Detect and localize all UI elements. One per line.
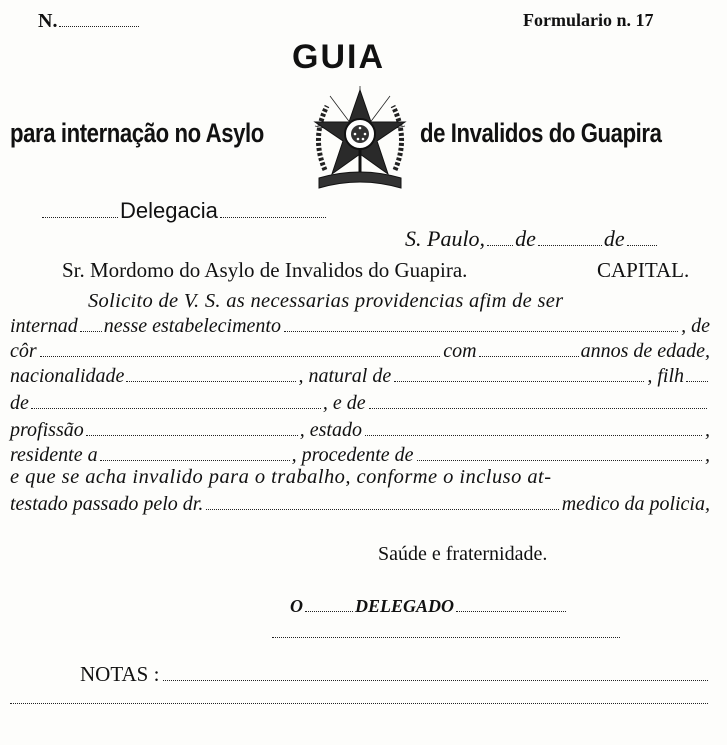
de-text: , de	[681, 315, 710, 337]
date-year-field[interactable]	[627, 244, 657, 246]
estado-field[interactable]	[365, 434, 702, 436]
estabelecimento-text: nesse estabelecimento	[103, 315, 281, 337]
doctor-field[interactable]	[206, 508, 558, 510]
internad-text: internad	[10, 315, 78, 337]
delegacia-field-left[interactable]	[42, 216, 118, 218]
procedente-field[interactable]	[417, 459, 702, 461]
body-line-2	[10, 315, 710, 338]
notes-field-2[interactable]	[10, 702, 708, 704]
delegacia-label: Delegacia	[120, 198, 218, 223]
notes-field[interactable]	[163, 679, 708, 681]
e-de-text: , e de	[322, 392, 366, 414]
internad-suffix-field[interactable]	[80, 330, 102, 332]
date-month-field[interactable]	[538, 244, 602, 246]
signature-field-right[interactable]	[456, 610, 566, 612]
coat-of-arms-icon	[305, 78, 415, 198]
number-field[interactable]	[59, 25, 139, 27]
body-line-3	[10, 340, 710, 363]
date-de-1: de	[515, 226, 536, 251]
signature-field-left[interactable]	[305, 610, 353, 612]
com-text: com	[443, 340, 477, 362]
father-field[interactable]	[31, 407, 321, 409]
natural-text: , natural de	[298, 365, 392, 387]
date-city: S. Paulo,	[405, 226, 486, 251]
notes-label: NOTAS :	[80, 662, 160, 686]
date-line	[405, 226, 659, 252]
signature-line	[290, 596, 568, 617]
date-de-2: de	[603, 226, 625, 251]
date-day-field[interactable]	[487, 244, 513, 246]
estado-text: , estado	[299, 419, 362, 441]
notes-line	[80, 662, 708, 687]
annos-text: annos de edade,	[580, 340, 710, 362]
profissao-field[interactable]	[86, 434, 298, 436]
nacionalidade-text: nacionalidade	[10, 365, 125, 387]
number-label	[38, 10, 141, 33]
body-line-6	[10, 419, 710, 442]
cor-field[interactable]	[40, 355, 441, 357]
signature-name-field[interactable]	[272, 636, 620, 638]
delegado-label: DELEGADO	[355, 596, 455, 616]
natural-field[interactable]	[394, 380, 644, 382]
filh-text: , filh	[647, 365, 684, 387]
cor-text: côr	[10, 340, 37, 362]
body-line-7	[10, 444, 710, 467]
body-line-1: Solicito de V. S. as necessarias providencias afim de ser	[88, 290, 564, 312]
profissao-text: profissão	[10, 419, 84, 441]
de-father-text: de	[10, 392, 29, 414]
number-label-text: N.	[38, 10, 58, 32]
estabelecimento-field[interactable]	[284, 330, 678, 332]
body-line-5	[10, 392, 710, 415]
medico-text: medico da policia,	[561, 493, 710, 515]
procedente-text: , procedente de	[291, 444, 414, 466]
body-line-4	[10, 365, 710, 388]
body-line-9	[10, 493, 710, 516]
comma-text: ,	[705, 419, 710, 441]
signature-o: O	[290, 596, 303, 616]
page-title: GUIA	[292, 38, 385, 76]
mother-field[interactable]	[369, 407, 707, 409]
nacionalidade-field[interactable]	[126, 380, 296, 382]
capital-label: CAPITAL.	[597, 258, 690, 282]
addressee: Sr. Mordomo do Asylo de Invalidos do Guapira.	[62, 258, 468, 282]
age-field[interactable]	[479, 355, 579, 357]
residente-text: residente a	[10, 444, 98, 466]
title-right: de Invalidos do Guapira	[420, 118, 662, 148]
delegacia-line	[40, 198, 328, 224]
form-number: Formulario n. 17	[523, 10, 654, 30]
closing: Saúde e fraternidade.	[378, 543, 548, 565]
comma-text-2: ,	[705, 444, 710, 466]
body-line-8: e que se acha invalido para o trabalho, conforme o incluso at-	[10, 466, 552, 488]
atestado-text: testado passado pelo dr.	[10, 493, 204, 515]
delegacia-field-right[interactable]	[220, 216, 326, 218]
residente-field[interactable]	[100, 459, 290, 461]
filh-suffix-field[interactable]	[686, 380, 708, 382]
title-left: para internação no Asylo	[10, 118, 264, 148]
